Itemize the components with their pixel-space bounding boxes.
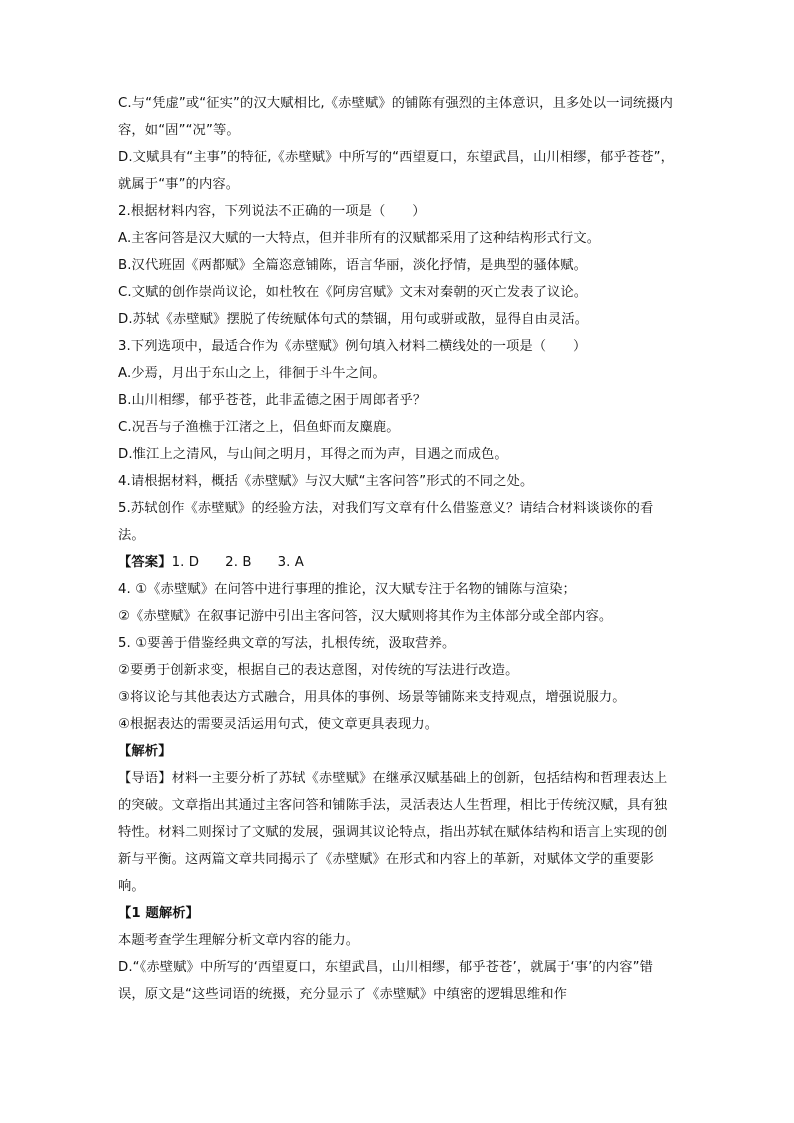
option-c-q1: C.与“凭虚”或“征实”的汉大赋相比,《赤壁赋》的铺陈有强烈的主体意识，且多处以一词统摄内容，如“固”“况”等。: [118, 96, 674, 138]
analysis-label: 【解析】: [118, 744, 172, 759]
option-c-q3: C.况吾与子渔樵于江渚之上，侣鱼虾而友麋鹿。: [118, 420, 400, 435]
sub1-option-d: D.“《赤壁赋》中所写的‘西望夏口，东望武昌，山川相缪，郁乎苍苍’，就属于‘事’的内容”错误，原文是“这些词语的统摄，充分显示了《赤壁赋》中缜密的逻辑思维和作: [118, 960, 653, 1002]
option-d-q3: D.惟江上之清风，与山间之明月，耳得之而为声，目遇之而成色。: [118, 447, 508, 462]
answer-summary: [118, 549, 678, 576]
sub1-text: 本题考查学生理解分析文章内容的能力。: [118, 933, 360, 948]
answer-label: 【答案】: [118, 555, 172, 570]
question-2: 2.根据材料内容，下列说法不正确的一项是（ ）: [118, 204, 426, 219]
option-d-q1: D.文赋具有“主事”的特征,《赤壁赋》中所写的“西望夏口，东望武昌，山川相缪，郁乎苍苍”，就属于“事”的内容。: [118, 150, 675, 192]
option-d-q2: D.苏轼《赤壁赋》摆脱了传统赋体句式的禁锢，用句或骈或散，显得自由灵活。: [118, 312, 589, 327]
question-3: 3.下列选项中，最适合作为《赤壁赋》例句填入材料二横线处的一项是（ ）: [118, 339, 587, 354]
question-4: 4.请根据材料，概括《赤壁赋》与汉大赋“主客问答”形式的不同之处。: [118, 474, 534, 489]
sub1-label: 【1 题解析】: [118, 906, 200, 921]
answer-5-point-1: 5. ①要善于借鉴经典文章的写法，扎根传统，汲取营养。: [118, 636, 456, 651]
answer-5-point-3: ③将议论与其他表达方式融合，用具体的事例、场景等铺陈来支持观点，增强说服力。: [118, 690, 626, 705]
question-5: 5.苏轼创作《赤壁赋》的经验方法，对我们写文章有什么借鉴意义？请结合材料谈谈你的看法。: [118, 501, 654, 543]
answer-2: 2. B: [225, 555, 252, 570]
answer-1: 1. D: [171, 555, 200, 570]
option-a-q2: A.主客问答是汉大赋的一大特点，但并非所有的汉赋都采用了这种结构形式行文。: [118, 231, 601, 246]
option-b-q2: B.汉代班固《两都赋》全篇恣意铺陈，语言华丽，淡化抒情，是典型的骚体赋。: [118, 258, 588, 273]
answer-4-point-1: 4. ①《赤壁赋》在问答中进行事理的推论，汉大赋专注于名物的铺陈与渲染；: [118, 582, 576, 597]
answer-5-point-4: ④根据表达的需要灵活运用句式，使文章更具表现力。: [118, 717, 439, 732]
answer-5-point-2: ②要勇于创新求变，根据自己的表达意图，对传统的写法进行改造。: [118, 663, 519, 678]
answer-3: 3. A: [277, 555, 305, 570]
option-c-q2: C.文赋的创作崇尚议论，如杜牧在《阿房宫赋》文末对秦朝的灭亡发表了议论。: [118, 285, 588, 300]
document-page: [118, 90, 678, 1008]
option-a-q3: A.少焉，月出于东山之上，徘徊于斗牛之间。: [118, 366, 386, 381]
guide-paragraph: 【导语】材料一主要分析了苏轼《赤壁赋》在继承汉赋基础上的创新，包括结构和哲理表达上的突破。文章指出其通过主客问答和铺陈手法，灵活表达人生哲理，相比于传统汉赋，具有独特性。材料二则探讨了文赋的发展，强调其议论特点，指出苏轼在赋体结构和语言上实现的创新与平衡。这两篇文章共同揭示了《赤壁赋》在形式和内容上的革新，对赋体文学的重要影响。: [118, 771, 668, 894]
option-b-q3: B.山川相缪，郁乎苍苍，此非孟德之困于周郎者乎？: [118, 393, 427, 408]
answer-4-point-2: ②《赤壁赋》在叙事记游中引出主客问答，汉大赋则将其作为主体部分或全部内容。: [118, 609, 613, 624]
